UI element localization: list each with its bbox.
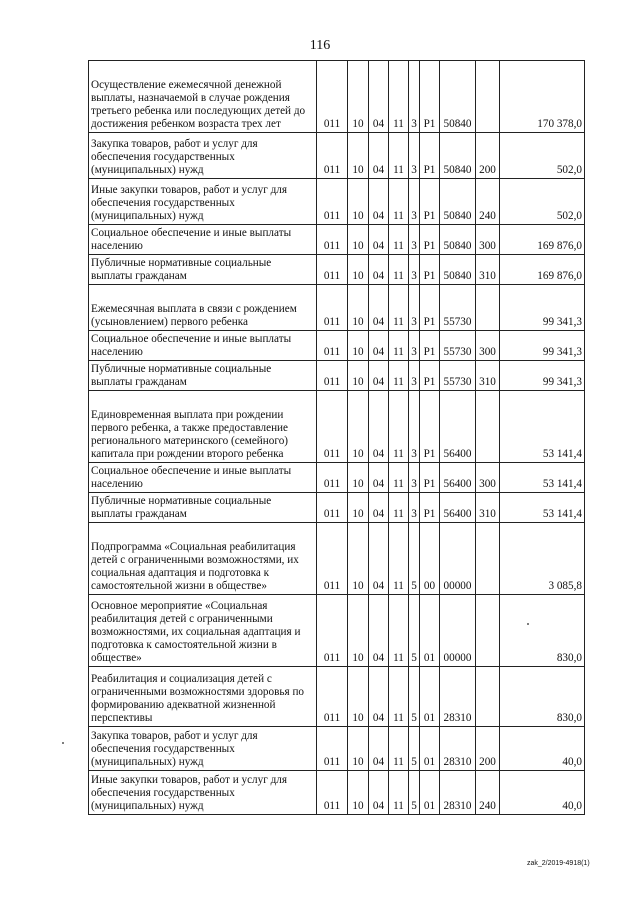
amount: 502,0 [500, 179, 585, 225]
section-code: 10 [348, 523, 369, 595]
expense-type-code: 300 [476, 225, 500, 255]
direction-code: 28310 [440, 727, 476, 771]
direction-code: 28310 [440, 771, 476, 815]
expense-type-code [476, 61, 500, 133]
section-code: 10 [348, 391, 369, 463]
subprogram-code: 3 [409, 179, 420, 225]
admin-code: 011 [317, 595, 348, 667]
document-reference: zak_2/2019-4918(1) [527, 860, 590, 867]
section-code: 10 [348, 179, 369, 225]
measure-code: Р1 [420, 463, 440, 493]
section-code: 10 [348, 667, 369, 727]
row-name: Социальное обеспечение и иные выплаты населению [89, 463, 317, 493]
table-row [89, 133, 585, 179]
table-row [89, 391, 585, 463]
row-name: Закупка товаров, работ и услуг для обеспечения государственных (муниципальных) нужд [89, 133, 317, 179]
table-row [89, 667, 585, 727]
section-code: 10 [348, 727, 369, 771]
table-row [89, 727, 585, 771]
scan-speck [62, 742, 64, 744]
measure-code: 01 [420, 771, 440, 815]
section-code: 10 [348, 331, 369, 361]
measure-code: Р1 [420, 493, 440, 523]
page-number: 116 [309, 38, 331, 53]
direction-code: 50840 [440, 255, 476, 285]
section-code: 10 [348, 133, 369, 179]
section-code: 10 [348, 493, 369, 523]
table-row [89, 255, 585, 285]
direction-code: 50840 [440, 179, 476, 225]
measure-code: Р1 [420, 61, 440, 133]
admin-code: 011 [317, 61, 348, 133]
row-name: Осуществление ежемесячной денежной выплаты, назначаемой в случае рождения третьего ребенка или последующих детей до достижения ребенком возраста трех лет [89, 61, 317, 133]
admin-code: 011 [317, 727, 348, 771]
table-row [89, 179, 585, 225]
subsection-code: 04 [369, 523, 389, 595]
program-code: 11 [389, 667, 409, 727]
scan-speck [527, 623, 529, 625]
admin-code: 011 [317, 179, 348, 225]
subprogram-code: 3 [409, 133, 420, 179]
subprogram-code: 3 [409, 61, 420, 133]
table-row [89, 493, 585, 523]
direction-code: 00000 [440, 523, 476, 595]
row-name: Социальное обеспечение и иные выплаты населению [89, 331, 317, 361]
program-code: 11 [389, 225, 409, 255]
amount: 53 141,4 [500, 391, 585, 463]
admin-code: 011 [317, 391, 348, 463]
measure-code: 01 [420, 595, 440, 667]
subsection-code: 04 [369, 493, 389, 523]
section-code: 10 [348, 255, 369, 285]
subsection-code: 04 [369, 225, 389, 255]
expense-type-code: 310 [476, 493, 500, 523]
expense-type-code [476, 391, 500, 463]
program-code: 11 [389, 179, 409, 225]
expense-type-code [476, 523, 500, 595]
budget-table [88, 60, 585, 815]
measure-code: 01 [420, 727, 440, 771]
admin-code: 011 [317, 523, 348, 595]
expense-type-code: 200 [476, 133, 500, 179]
program-code: 11 [389, 771, 409, 815]
measure-code: Р1 [420, 391, 440, 463]
subprogram-code: 5 [409, 667, 420, 727]
direction-code: 50840 [440, 61, 476, 133]
amount: 830,0 [500, 667, 585, 727]
section-code: 10 [348, 595, 369, 667]
admin-code: 011 [317, 771, 348, 815]
section-code: 10 [348, 225, 369, 255]
row-name: Единовременная выплата при рождении первого ребенка, а также предоставление регионального материнского (семейного) капитала при рождении второго ребенка [89, 391, 317, 463]
expense-type-code: 240 [476, 771, 500, 815]
row-name: Публичные нормативные социальные выплаты гражданам [89, 493, 317, 523]
subsection-code: 04 [369, 771, 389, 815]
program-code: 11 [389, 361, 409, 391]
table-row [89, 285, 585, 331]
program-code: 11 [389, 595, 409, 667]
program-code: 11 [389, 133, 409, 179]
program-code: 11 [389, 331, 409, 361]
admin-code: 011 [317, 463, 348, 493]
amount: 53 141,4 [500, 463, 585, 493]
amount: 40,0 [500, 727, 585, 771]
subsection-code: 04 [369, 361, 389, 391]
admin-code: 011 [317, 493, 348, 523]
section-code: 10 [348, 61, 369, 133]
row-name: Реабилитация и социализация детей с ограниченными возможностями здоровья по формированию адекватной жизненной перспективы [89, 667, 317, 727]
table-row [89, 361, 585, 391]
section-code: 10 [348, 285, 369, 331]
subsection-code: 04 [369, 463, 389, 493]
table-row [89, 595, 585, 667]
row-name: Публичные нормативные социальные выплаты гражданам [89, 361, 317, 391]
row-name: Основное мероприятие «Социальная реабилитация детей с ограниченными возможностями, их социальная адаптация и подготовка к самостоятельной жизни в обществе» [89, 595, 317, 667]
section-code: 10 [348, 361, 369, 391]
amount: 53 141,4 [500, 493, 585, 523]
measure-code: Р1 [420, 331, 440, 361]
amount: 99 341,3 [500, 331, 585, 361]
table-row [89, 523, 585, 595]
subsection-code: 04 [369, 61, 389, 133]
admin-code: 011 [317, 361, 348, 391]
program-code: 11 [389, 523, 409, 595]
subprogram-code: 3 [409, 285, 420, 331]
admin-code: 011 [317, 133, 348, 179]
expense-type-code: 300 [476, 331, 500, 361]
direction-code: 00000 [440, 595, 476, 667]
budget-table-body [89, 61, 585, 815]
program-code: 11 [389, 463, 409, 493]
subprogram-code: 3 [409, 391, 420, 463]
measure-code: Р1 [420, 285, 440, 331]
subsection-code: 04 [369, 391, 389, 463]
measure-code: Р1 [420, 179, 440, 225]
program-code: 11 [389, 255, 409, 285]
measure-code: Р1 [420, 133, 440, 179]
expense-type-code [476, 595, 500, 667]
admin-code: 011 [317, 667, 348, 727]
row-name: Иные закупки товаров, работ и услуг для обеспечения государственных (муниципальных) нужд [89, 771, 317, 815]
subsection-code: 04 [369, 285, 389, 331]
row-name: Иные закупки товаров, работ и услуг для обеспечения государственных (муниципальных) нужд [89, 179, 317, 225]
row-name: Ежемесячная выплата в связи с рождением (усыновлением) первого ребенка [89, 285, 317, 331]
subprogram-code: 3 [409, 225, 420, 255]
measure-code: 01 [420, 667, 440, 727]
amount: 169 876,0 [500, 255, 585, 285]
direction-code: 56400 [440, 493, 476, 523]
admin-code: 011 [317, 285, 348, 331]
direction-code: 50840 [440, 225, 476, 255]
row-name: Публичные нормативные социальные выплаты гражданам [89, 255, 317, 285]
program-code: 11 [389, 285, 409, 331]
measure-code: Р1 [420, 361, 440, 391]
amount: 169 876,0 [500, 225, 585, 255]
direction-code: 55730 [440, 361, 476, 391]
subprogram-code: 5 [409, 771, 420, 815]
direction-code: 50840 [440, 133, 476, 179]
row-name: Закупка товаров, работ и услуг для обеспечения государственных (муниципальных) нужд [89, 727, 317, 771]
amount: 99 341,3 [500, 361, 585, 391]
expense-type-code [476, 285, 500, 331]
table-row [89, 61, 585, 133]
subsection-code: 04 [369, 331, 389, 361]
direction-code: 28310 [440, 667, 476, 727]
subsection-code: 04 [369, 595, 389, 667]
program-code: 11 [389, 391, 409, 463]
row-name: Подпрограмма «Социальная реабилитация детей с ограниченными возможностями, их социальная адаптация и подготовка к самостоятельной жизни в обществе» [89, 523, 317, 595]
subprogram-code: 3 [409, 493, 420, 523]
table-row [89, 771, 585, 815]
subprogram-code: 3 [409, 331, 420, 361]
expense-type-code: 200 [476, 727, 500, 771]
subsection-code: 04 [369, 179, 389, 225]
table-row [89, 331, 585, 361]
measure-code: Р1 [420, 255, 440, 285]
amount: 3 085,8 [500, 523, 585, 595]
subprogram-code: 5 [409, 727, 420, 771]
subprogram-code: 3 [409, 255, 420, 285]
program-code: 11 [389, 493, 409, 523]
subprogram-code: 5 [409, 595, 420, 667]
subsection-code: 04 [369, 667, 389, 727]
direction-code: 55730 [440, 285, 476, 331]
expense-type-code: 300 [476, 463, 500, 493]
amount: 99 341,3 [500, 285, 585, 331]
program-code: 11 [389, 727, 409, 771]
expense-type-code [476, 667, 500, 727]
admin-code: 011 [317, 255, 348, 285]
section-code: 10 [348, 463, 369, 493]
section-code: 10 [348, 771, 369, 815]
subprogram-code: 3 [409, 463, 420, 493]
direction-code: 56400 [440, 463, 476, 493]
expense-type-code: 310 [476, 361, 500, 391]
amount: 40,0 [500, 771, 585, 815]
admin-code: 011 [317, 331, 348, 361]
row-name: Социальное обеспечение и иные выплаты населению [89, 225, 317, 255]
subprogram-code: 3 [409, 361, 420, 391]
program-code: 11 [389, 61, 409, 133]
measure-code: Р1 [420, 225, 440, 255]
amount: 170 378,0 [500, 61, 585, 133]
expense-type-code: 240 [476, 179, 500, 225]
table-row [89, 225, 585, 255]
admin-code: 011 [317, 225, 348, 255]
direction-code: 55730 [440, 331, 476, 361]
measure-code: 00 [420, 523, 440, 595]
amount: 830,0 [500, 595, 585, 667]
table-row [89, 463, 585, 493]
expense-type-code: 310 [476, 255, 500, 285]
subsection-code: 04 [369, 255, 389, 285]
direction-code: 56400 [440, 391, 476, 463]
subsection-code: 04 [369, 727, 389, 771]
subprogram-code: 5 [409, 523, 420, 595]
subsection-code: 04 [369, 133, 389, 179]
amount: 502,0 [500, 133, 585, 179]
